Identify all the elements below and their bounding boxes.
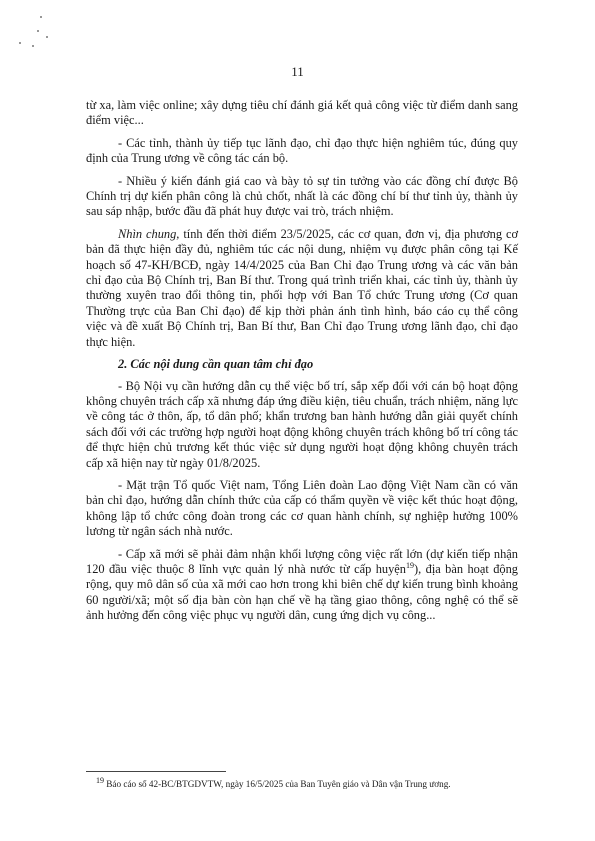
paragraph-with-footnote bbox=[86, 547, 518, 624]
paragraph: - Bộ Nội vụ cần hướng dẫn cụ thể việc bố trí, sắp xếp đối với cán bộ hoạt động không chuyên trách cấp xã nhưng đáp ứng điều kiện, tiêu chuẩn, trách nhiệm, năng lực về công tác ở thôn, ấp, tổ dân phố; khẩn trương ban hành hướng dẫn giải quyết chính sách đối với các trường hợp người hoạt động không chuyên trách không bố trí công tác để thực hiện chủ trương kết thúc việc sử dụng người hoạt động không chuyên trách cấp xã hiện nay từ ngày 01/8/2025. bbox=[86, 378, 518, 470]
page-number: 11 bbox=[291, 64, 304, 79]
scan-speck bbox=[37, 30, 39, 32]
footnote-reference[interactable]: 19 bbox=[406, 560, 414, 570]
section-heading: 2. Các nội dung cần quan tâm chỉ đạo bbox=[118, 357, 314, 372]
footnote bbox=[96, 775, 526, 790]
paragraph: - Các tỉnh, thành ủy tiếp tục lãnh đạo, chỉ đạo thực hiện nghiêm túc, đúng quy định của Trung ương về công tác cán bộ. bbox=[86, 135, 518, 166]
paragraph-text: ), địa bàn hoạt động rộng, quy mô dân số của xã mới cao hơn trong khi biên chế dự kiến trung bình khoảng 60 người/xã; một số địa bàn còn hạn chế về hạ tầng giao thông, công nghệ có thể sẽ ảnh hưởng đến công việc phục vụ người dân, cung ứng dịch vụ công... bbox=[86, 561, 518, 623]
scan-speck bbox=[40, 16, 42, 18]
paragraph-continued: từ xa, làm việc online; xây dựng tiêu chí đánh giá kết quả công việc từ điểm danh sang điểm việc... bbox=[86, 98, 518, 128]
summary-lead: Nhìn chung, bbox=[118, 226, 180, 241]
footnote-divider bbox=[86, 771, 226, 772]
summary-text: tính đến thời điểm 23/5/2025, các cơ quan, đơn vị, địa phương cơ bản đã thực hiện đầy đủ, nghiêm túc các nội dung, nhiệm vụ được phân công tại Kế hoạch số 47-KH/BCĐ, ngày 14/4/2025 của Ban Chỉ đạo Trung ương và các văn bản chỉ đạo của Bộ Chính trị, Ban Bí thư. Trong quá trình triển khai, các tỉnh ủy, thành ủy thường xuyên trao đổi thông tin, phối hợp với Ban Tổ chức Trung ương (Cơ quan Thường trực của Ban Chỉ đạo) để kịp thời phản ánh tình hình, báo cáo cụ thể công việc và đề xuất Bộ Chính trị, Ban Bí thư, Ban Chỉ đạo Trung ương lãnh đạo, chỉ đạo thực hiện. bbox=[86, 226, 519, 349]
document-body bbox=[86, 98, 518, 631]
footnote-text: Báo cáo số 42-BC/BTGDVTW, ngày 16/5/2025 của Ban Tuyên giáo và Dân vận Trung ương. bbox=[104, 779, 451, 789]
paragraph: - Nhiều ý kiến đánh giá cao và bày tỏ sự tin tưởng vào các đồng chí được Bộ Chính trị dự kiến phân công là chủ chốt, nhất là các đồng chí bí thư tỉnh ủy, thành ủy sau sáp nhập, bước đầu đã phát huy được vai trò, trách nhiệm. bbox=[86, 173, 518, 219]
footnote-number: 19 bbox=[96, 775, 104, 785]
scan-speck bbox=[32, 45, 34, 47]
scan-speck bbox=[46, 36, 48, 38]
scan-speck bbox=[19, 42, 21, 44]
summary-paragraph bbox=[86, 227, 518, 350]
paragraph: - Mặt trận Tổ quốc Việt nam, Tổng Liên đoàn Lao động Việt Nam cần có văn bản chỉ đạo, hướng dẫn chính thức của cấp có thẩm quyền về việc kết thúc hoạt động, không lập tổ chức công đoàn trong các cơ quan hành chính, sự nghiệp hưởng 100% lương từ ngân sách nhà nước. bbox=[86, 477, 518, 539]
paragraph-text: - Cấp xã mới sẽ phải đảm nhận khối lượng công việc rất lớn (dự kiến tiếp nhận 120 đầu việc thuộc 8 lĩnh vực quản lý nhà nước từ cấp huyện bbox=[86, 546, 518, 576]
